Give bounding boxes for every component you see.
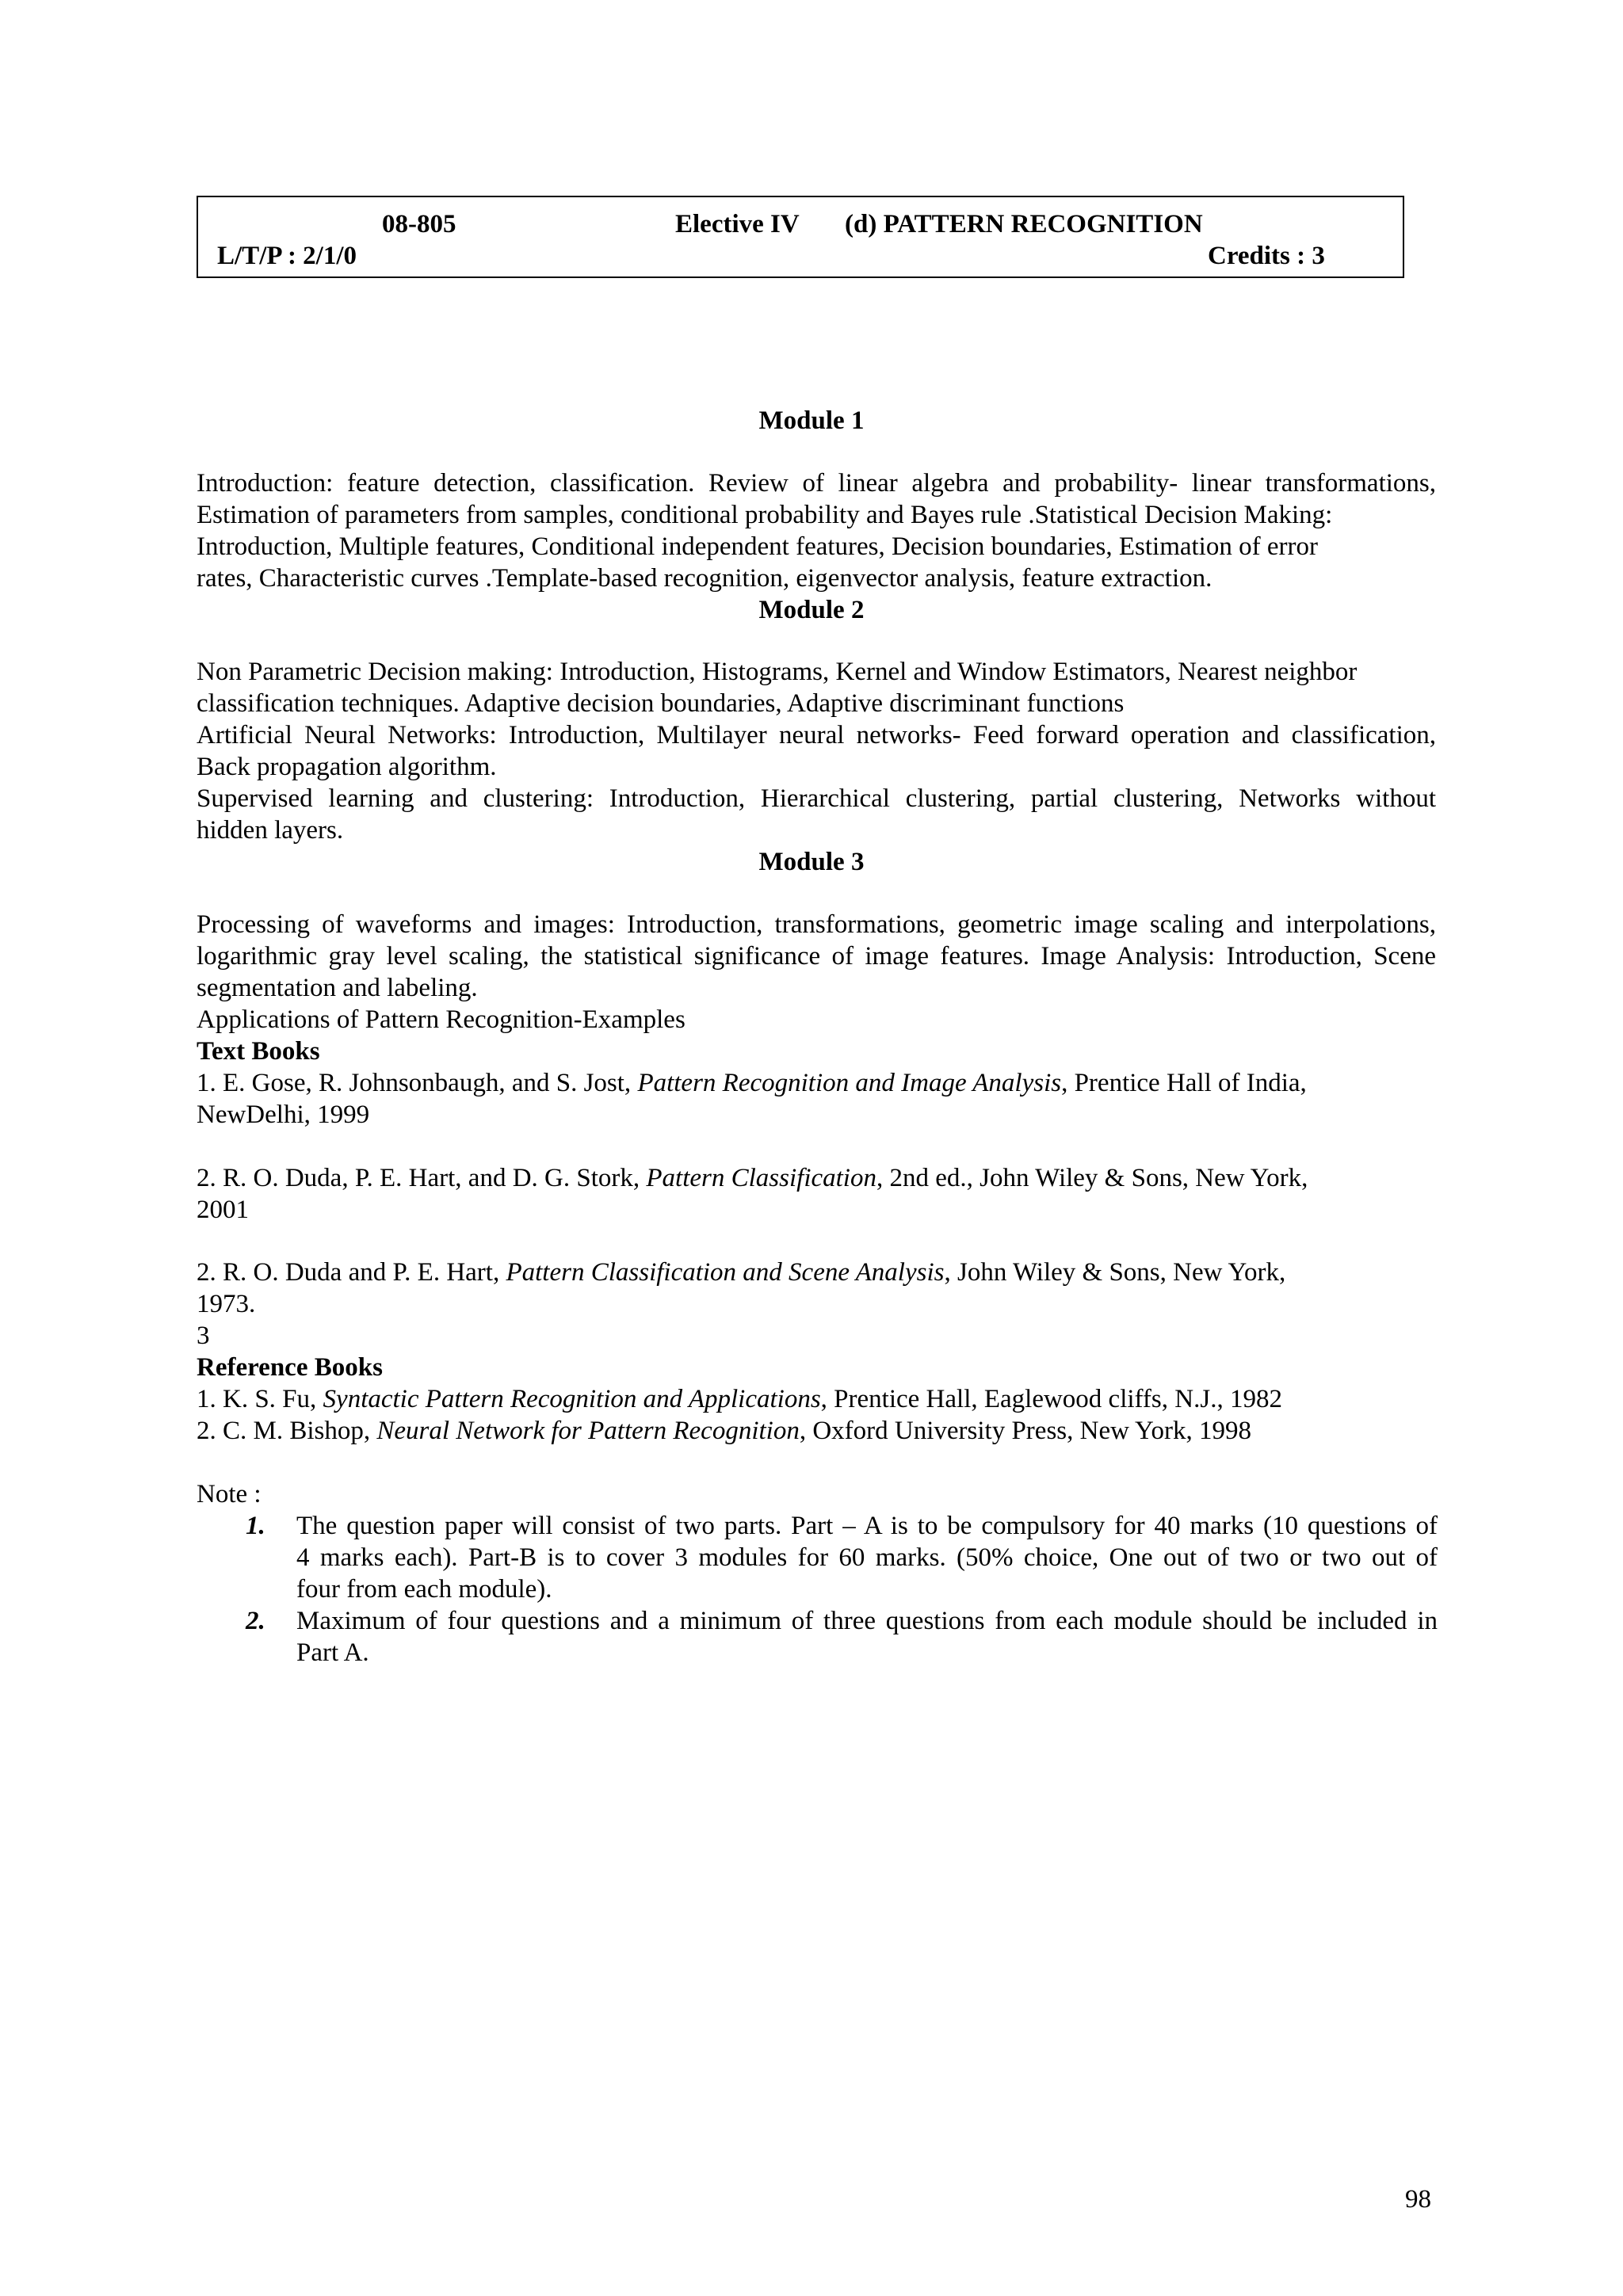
book-title: Pattern Recognition and Image Analysis [637,1069,1062,1097]
note-item-line: Part A. [296,1638,369,1667]
course-header-box [197,196,1404,278]
module-2-line: classification techniques. Adaptive decision boundaries, Adaptive discriminant functions [197,689,1125,718]
credits-label: Credits : 3 [1208,242,1325,270]
note-item-line: 4 marks each). Part-B is to cover 3 modules for 60 marks. (50% choice, One out of two or two out of [296,1543,1438,1572]
text-book-entry [197,1260,1285,1286]
text-book-entry-cont: 1973. [197,1290,256,1318]
module-1-line: Introduction: feature detection, classification. Review of linear algebra and probability- linear transformations, [197,469,1436,498]
book-authors: 2. C. M. Bishop, [197,1417,377,1445]
course-code: 08-805 [382,210,456,238]
book-authors: 2. R. O. Duda and P. E. Hart, [197,1258,506,1287]
module-3-line: Applications of Pattern Recognition-Examples [197,1005,685,1034]
module-2-line: Artificial Neural Networks: Introduction, Multilayer neural networks- Feed forward operation and classification, [197,721,1436,749]
book-publisher: , John Wiley & Sons, New York, [944,1258,1286,1287]
module-2-heading: Module 2 [758,596,865,624]
module-3-line: logarithmic gray level scaling, the statistical significance of image features. Image Analysis: Introduction, Scene [197,942,1436,971]
book-title: Pattern Classification and Scene Analysis [506,1258,945,1287]
book-authors: 1. E. Gose, R. Johnsonbaugh, and S. Jost, [197,1069,638,1097]
reference-book-entry [197,1418,1251,1444]
note-item-line: The question paper will consist of two parts. Part – A is to be compulsory for 40 marks (10 questions of [296,1512,1438,1540]
module-2-line: Back propagation algorithm. [197,753,497,781]
module-1-line: rates, Characteristic curves .Template-based recognition, eigenvector analysis, feature extraction. [197,564,1212,593]
book-authors: 1. K. S. Fu, [197,1385,323,1413]
elective-label: Elective IV [675,210,800,238]
page-number: 98 [1405,2185,1431,2214]
module-2-line: Supervised learning and clustering: Introduction, Hierarchical clustering, partial clustering, Networks without [197,784,1436,813]
text-book-entry [197,1070,1307,1097]
note-item-number: 2. [246,1607,265,1635]
module-1-heading: Module 1 [758,406,865,435]
text-book-entry [197,1165,1308,1192]
book-title: Pattern Classification [646,1164,876,1192]
note-item-line: Maximum of four questions and a minimum of three questions from each module should be included in [296,1607,1438,1635]
module-3-heading: Module 3 [758,848,865,876]
note-label: Note : [197,1480,262,1508]
module-3-line: Processing of waveforms and images: Introduction, transformations, geometric image scaling and interpolations, [197,910,1436,939]
reference-books-heading: Reference Books [197,1353,383,1382]
module-2-line: Non Parametric Decision making: Introduction, Histograms, Kernel and Window Estimators, Nearest neighbor [197,658,1358,686]
book-publisher: , Prentice Hall, Eaglewood cliffs, N.J., 1982 [820,1385,1282,1413]
course-title: (d) PATTERN RECOGNITION [845,210,1203,238]
module-2-line: hidden layers. [197,816,344,845]
book-publisher: , Oxford University Press, New York, 1998 [799,1417,1251,1445]
book-title: Neural Network for Pattern Recognition [376,1417,800,1445]
book-authors: 2. R. O. Duda, P. E. Hart, and D. G. Stork, [197,1164,647,1192]
note-item-number: 1. [246,1512,265,1540]
module-1-line: Estimation of parameters from samples, conditional probability and Bayes rule .Statistical Decision Making: [197,501,1333,529]
note-item-line: four from each module). [296,1575,552,1604]
book-publisher: , Prentice Hall of India, [1061,1069,1307,1097]
ltp-label: L/T/P : 2/1/0 [217,242,357,270]
text-book-entry-cont: 2001 [197,1196,249,1224]
text-books-heading: Text Books [197,1037,320,1066]
reference-book-entry [197,1386,1282,1413]
text-book-entry-cont: NewDelhi, 1999 [197,1100,370,1129]
stray-number: 3 [197,1322,210,1350]
book-publisher: , 2nd ed., John Wiley & Sons, New York, [876,1164,1308,1192]
book-title: Syntactic Pattern Recognition and Applications [323,1385,821,1413]
module-1-line: Introduction, Multiple features, Conditional independent features, Decision boundaries, Estimation of error [197,532,1318,561]
module-3-line: segmentation and labeling. [197,974,478,1002]
